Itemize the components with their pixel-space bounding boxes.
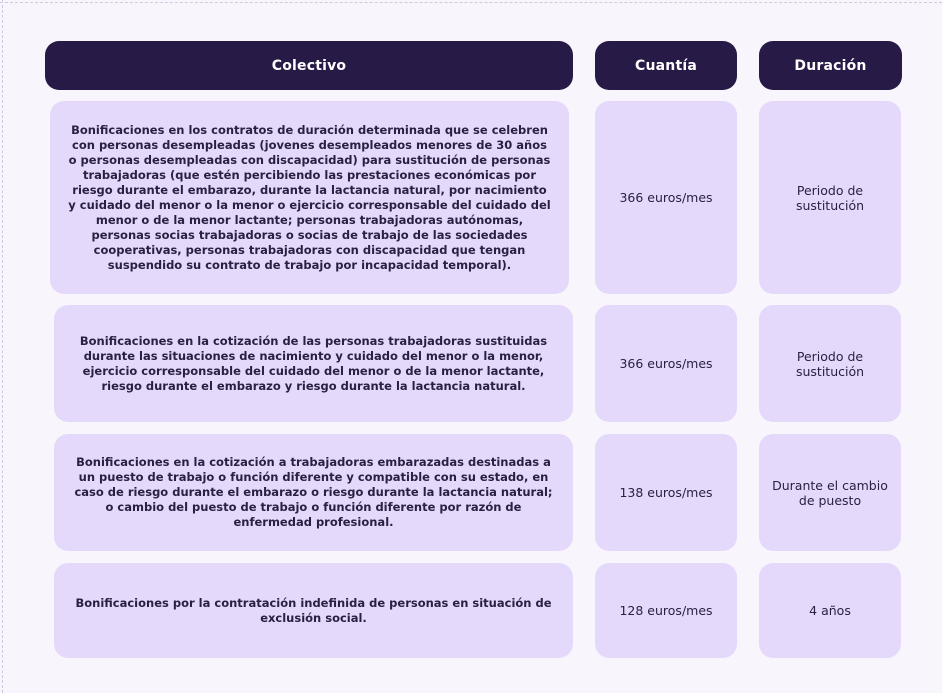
frame-top-border	[0, 2, 942, 3]
row-2-cuantia-text: 366 euros/mes	[619, 356, 713, 371]
row-3-duracion-text: Durante el cambio de puesto	[772, 477, 888, 508]
row-4-duracion-text: 4 años	[809, 603, 851, 618]
header-colectivo: Colectivo	[45, 41, 573, 90]
row-1-colectivo	[50, 101, 569, 294]
header-duracion: Duración	[759, 41, 902, 90]
header-cuantia: Cuantía	[595, 41, 737, 90]
row-1-duracion-text: Periodo de sustitución	[795, 182, 865, 213]
row-2-cuantia	[595, 305, 737, 422]
row-3-duracion	[759, 434, 901, 551]
row-3-cuantia-text: 138 euros/mes	[619, 485, 713, 500]
row-2-duracion	[759, 305, 901, 422]
row-1-colectivo-text: Bonificaciones en los contratos de duración determinada que se celebren con personas desempleadas (jovenes desempleados menores de 30 años o personas desempleadas con discapacidad) para sustitución de personas trabajadoras (que estén percibiendo las prestaciones económicas por riesgo durante el embarazo, durante la lactancia natural, por nacimiento y cuidado del menor o la menor o ejercicio corresponsable del cuidado del menor o de la menor lactante; personas trabajadoras autónomas, personas socias trabajadoras o socias de trabajo de las sociedades cooperativas, personas trabajadoras con discapacidad que tengan suspendido su contrato de trabajo por incapacidad temporal).	[68, 122, 551, 272]
row-4-cuantia	[595, 563, 737, 658]
row-3-cuantia	[595, 434, 737, 551]
row-1-cuantia	[595, 101, 737, 294]
row-2-duracion-text: Periodo de sustitución	[795, 348, 865, 379]
row-2-colectivo	[54, 305, 573, 422]
row-4-duracion	[759, 563, 901, 658]
row-3-colectivo	[54, 434, 573, 551]
row-3-colectivo-text: Bonificaciones en la cotización a trabajadoras embarazadas destinadas a un puesto de trabajo o función diferente y compatible con su estado, en caso de riesgo durante el embarazo o riesgo durante la lactancia natural; o cambio del puesto de trabajo o función diferente por razón de enfermedad profesional.	[74, 455, 553, 529]
row-1-cuantia-text: 366 euros/mes	[619, 190, 713, 205]
row-4-colectivo-text: Bonificaciones por la contratación indefinida de personas en situación de exclusión social.	[75, 595, 552, 625]
row-1-duracion	[759, 101, 901, 294]
frame-left-border	[2, 0, 3, 693]
row-4-cuantia-text: 128 euros/mes	[619, 603, 713, 618]
row-4-colectivo	[54, 563, 573, 658]
row-2-colectivo-text: Bonificaciones en la cotización de las personas trabajadoras sustituidas durante las situaciones de nacimiento y cuidado del menor o la menor, ejercicio corresponsable del cuidado del menor o de la menor lactante, riesgo durante el embarazo y riesgo durante la lactancia natural.	[79, 333, 548, 393]
